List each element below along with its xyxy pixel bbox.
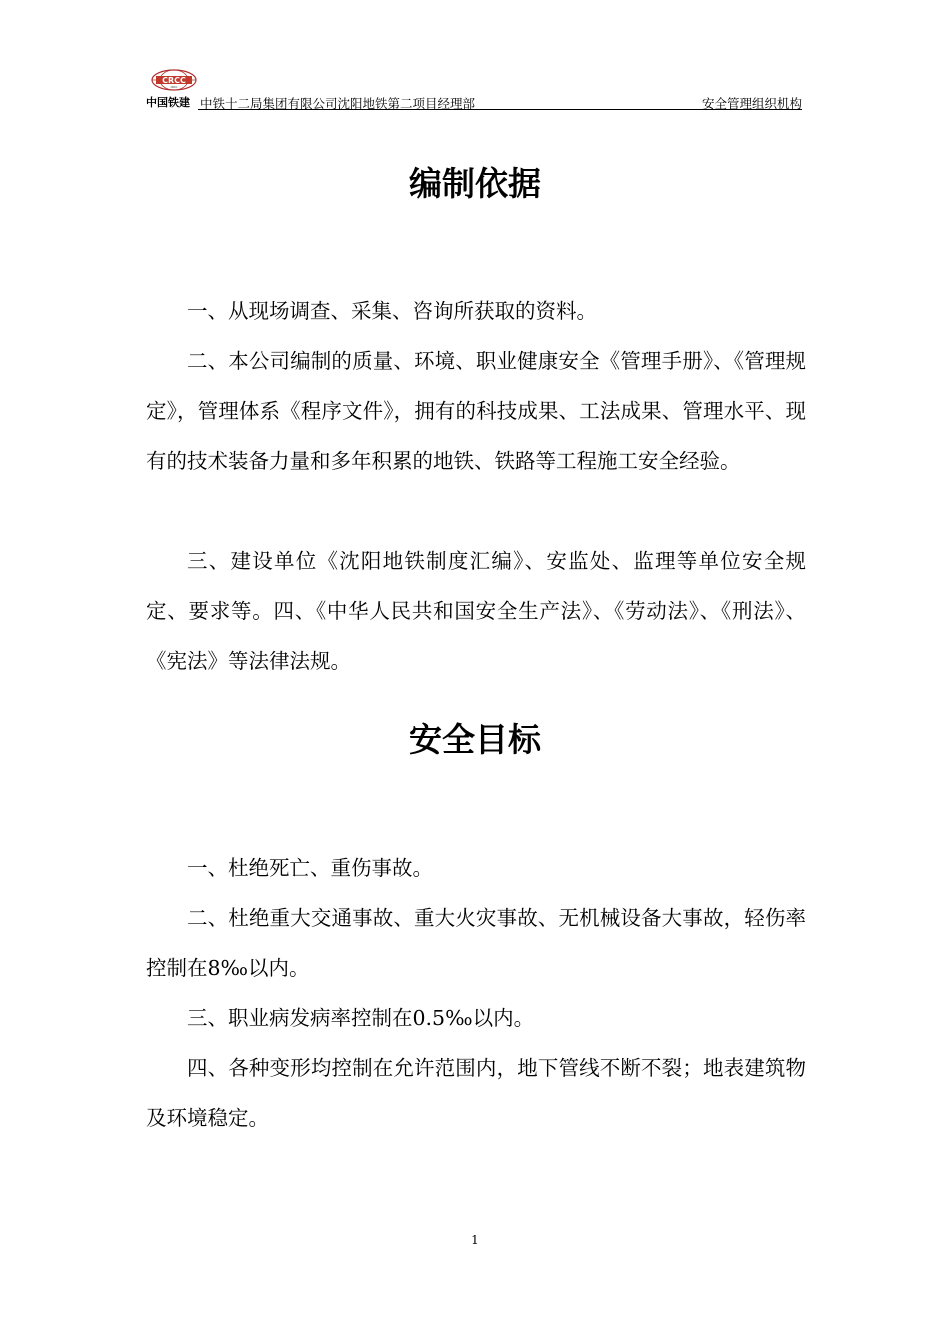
- header-company-name: 中铁十二局集团有限公司沈阳地铁第二项目经理部: [200, 96, 476, 111]
- svg-text:CRCC: CRCC: [170, 86, 178, 89]
- header-rule: [198, 109, 802, 110]
- svg-text:CRCC: CRCC: [162, 76, 186, 85]
- section-title-safety-goals: 安全目标: [409, 720, 541, 759]
- header-section-name: 安全管理组织机构: [701, 96, 802, 111]
- paragraph: 一、杜绝死亡、重伤事故。: [187, 856, 433, 880]
- page-header: [146, 68, 802, 110]
- section-title-basis: 编制依据: [409, 164, 541, 203]
- paragraph: 二、杜绝重大交通事故、重大火灾事故、无机械设备大事故，轻伤率控制在8‰以内。: [146, 906, 806, 980]
- logo-text: 中国铁建: [146, 96, 190, 109]
- paragraph: 三、职业病发病率控制在0.5‰以内。: [187, 1006, 535, 1030]
- page-number: 1: [471, 1233, 479, 1247]
- paragraph: 四、各种变形均控制在允许范围内，地下管线不断不裂；地表建筑物及环境稳定。: [146, 1056, 806, 1130]
- paragraph: 一、从现场调查、采集、咨询所获取的资料。: [187, 299, 597, 323]
- paragraph: 三、建设单位《沈阳地铁制度汇编》、安监处、监理等单位安全规定、要求等。四、《中华人民共和国安全生产法》、《劳动法》、《刑法》、《宪法》等法律法规。: [146, 549, 806, 673]
- paragraph: 二、本公司编制的质量、环境、职业健康安全《管理手册》、《管理规定》，管理体系《程序文件》，拥有的科技成果、工法成果、管理水平、现有的技术装备力量和多年积累的地铁、铁路等工程施工安全经验。: [146, 349, 806, 473]
